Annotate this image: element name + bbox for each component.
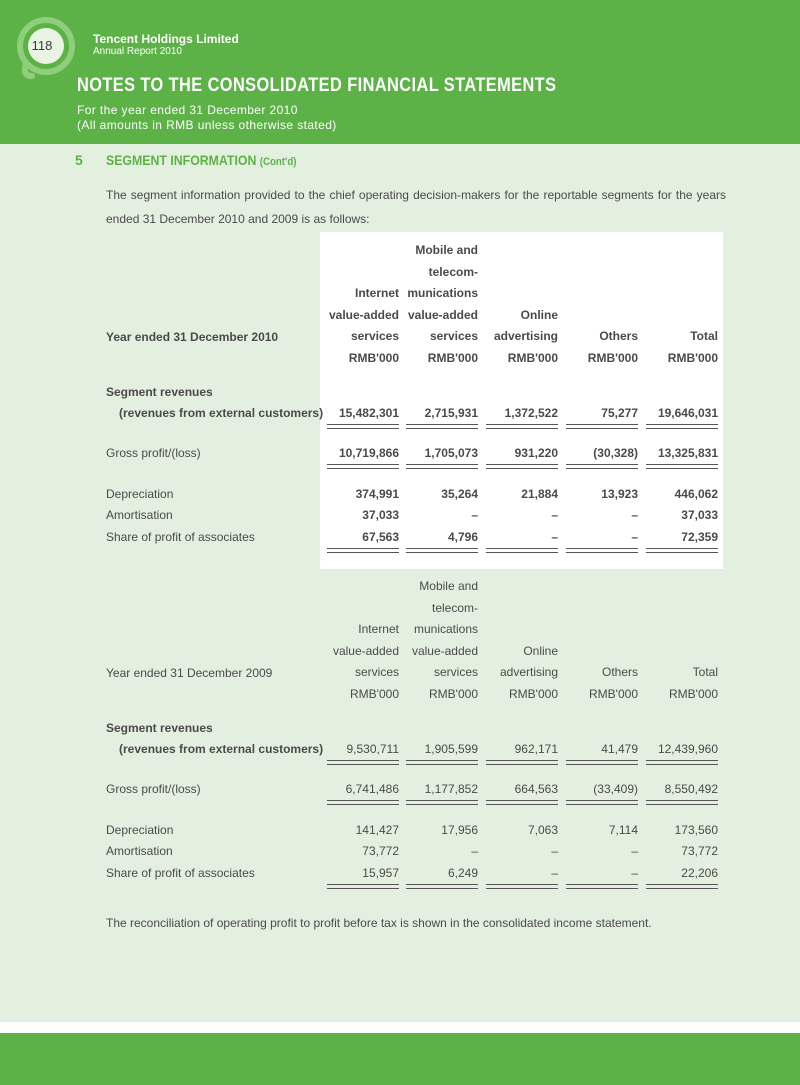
column-header-mobile: RMB'000: [429, 687, 478, 701]
amortisation-internet-value: 73,772: [362, 844, 399, 858]
double-underline: [327, 424, 399, 425]
page-number: 118: [31, 38, 53, 53]
amortisation-label: Amortisation: [106, 508, 173, 522]
gross-profit-mobile-value: 1,177,852: [424, 782, 478, 796]
associates-total-value: 72,359: [681, 530, 718, 544]
column-header-mobile: RMB'000: [427, 351, 478, 365]
double-underline: [486, 548, 558, 549]
double-underline: [327, 764, 399, 765]
section-title-text: SEGMENT INFORMATION: [106, 152, 257, 168]
column-header-mobile: telecom-: [428, 264, 478, 279]
double-underline: [486, 764, 558, 765]
column-header-total: RMB'000: [667, 351, 718, 365]
double-underline: [327, 428, 399, 429]
double-underline: [327, 468, 399, 469]
double-underline: [646, 760, 718, 761]
double-underline: [566, 884, 638, 885]
double-underline: [406, 468, 478, 469]
column-header-mobile: services: [429, 329, 478, 344]
column-header-internet: services: [354, 665, 399, 680]
section-title-suffix: (Cont'd): [259, 156, 297, 168]
column-header-internet: value-added: [328, 307, 399, 322]
double-underline: [566, 764, 638, 765]
column-header-online: Online: [523, 643, 558, 658]
double-underline: [327, 884, 399, 885]
associates-others-value: –: [631, 866, 638, 880]
revenues-internet-value: 9,530,711: [346, 742, 399, 756]
gross-profit-label: Gross profit/(loss): [106, 782, 201, 796]
double-underline: [486, 468, 558, 469]
gross-profit-internet-value: 6,741,486: [345, 782, 399, 796]
column-header-others: RMB'000: [589, 687, 638, 701]
year-label: Year ended 31 December 2010: [106, 330, 279, 344]
column-header-mobile: telecom-: [431, 600, 478, 615]
amortisation-online-value: –: [551, 508, 558, 522]
double-underline: [566, 424, 638, 425]
double-underline: [406, 888, 478, 889]
double-underline: [646, 552, 718, 553]
double-underline: [406, 464, 478, 465]
segment-revenues-label: Segment revenues: [106, 721, 213, 735]
column-header-others: Others: [599, 329, 638, 344]
column-header-online: RMB'000: [507, 351, 558, 365]
gross-profit-online-value: 664,563: [514, 782, 558, 796]
associates-online-value: –: [551, 530, 558, 544]
associates-internet-value: 67,563: [362, 530, 399, 544]
column-header-internet: RMB'000: [350, 687, 399, 701]
double-underline: [406, 884, 478, 885]
revenues-mobile-value: 1,905,599: [424, 742, 478, 756]
double-underline: [327, 888, 399, 889]
associates-internet-value: 15,957: [362, 866, 399, 880]
depreciation-others-value: 13,923: [601, 487, 638, 501]
double-underline: [486, 428, 558, 429]
double-underline: [566, 800, 638, 801]
external-revenues-label: (revenues from external customers): [119, 742, 324, 756]
double-underline: [566, 888, 638, 889]
column-header-online: advertising: [493, 329, 558, 344]
gross-profit-total-value: 8,550,492: [664, 782, 718, 796]
depreciation-mobile-value: 17,956: [441, 823, 478, 837]
double-underline: [486, 884, 558, 885]
double-underline: [566, 548, 638, 549]
double-underline: [566, 464, 638, 465]
revenues-mobile-value: 2,715,931: [424, 406, 478, 420]
double-underline: [566, 428, 638, 429]
amortisation-others-value: –: [631, 844, 638, 858]
amortisation-label: Amortisation: [106, 844, 173, 858]
amortisation-total-value: 37,033: [681, 508, 718, 522]
double-underline: [646, 884, 718, 885]
amortisation-others-value: –: [631, 508, 638, 522]
section-title: [106, 152, 296, 168]
gross-profit-total-value: 13,325,831: [657, 446, 718, 460]
amortisation-total-value: 73,772: [681, 844, 718, 858]
double-underline: [646, 468, 718, 469]
column-header-internet: Internet: [358, 622, 399, 637]
associates-others-value: –: [631, 530, 638, 544]
column-header-mobile: services: [433, 665, 478, 680]
double-underline: [406, 428, 478, 429]
double-underline: [406, 548, 478, 549]
revenues-others-value: 41,479: [601, 742, 638, 756]
associates-total-value: 22,206: [681, 866, 718, 880]
page-footer-bar: [0, 1033, 800, 1085]
revenues-total-value: 19,646,031: [657, 406, 718, 420]
segment-revenues-label: Segment revenues: [106, 385, 213, 399]
double-underline: [486, 552, 558, 553]
column-header-others: Others: [601, 665, 638, 680]
associates-label: Share of profit of associates: [106, 866, 255, 880]
associates-online-value: –: [551, 866, 558, 880]
gross-profit-others-value: (33,409): [593, 782, 638, 796]
column-header-internet: services: [350, 329, 399, 344]
double-underline: [646, 764, 718, 765]
column-header-total: RMB'000: [669, 687, 718, 701]
footer-note: The reconciliation of operating profit to profit before tax is shown in the consolidated income statement.: [106, 916, 652, 930]
amortisation-internet-value: 37,033: [362, 508, 399, 522]
page-title: NOTES TO THE CONSOLIDATED FINANCIAL STATEMENTS: [77, 75, 557, 96]
double-underline: [646, 464, 718, 465]
bottom-divider: [0, 1022, 800, 1033]
depreciation-online-value: 21,884: [521, 487, 558, 501]
depreciation-label: Depreciation: [106, 487, 174, 501]
gross-profit-others-value: (30,328): [593, 446, 638, 460]
depreciation-internet-value: 374,991: [355, 487, 399, 501]
double-underline: [646, 428, 718, 429]
gross-profit-online-value: 931,220: [514, 446, 558, 460]
double-underline: [486, 424, 558, 425]
depreciation-label: Depreciation: [106, 823, 174, 837]
year-label: Year ended 31 December 2009: [106, 666, 273, 680]
depreciation-others-value: 7,114: [608, 823, 638, 837]
column-header-online: advertising: [499, 665, 558, 680]
column-header-online: RMB'000: [509, 687, 558, 701]
double-underline: [646, 888, 718, 889]
double-underline: [566, 760, 638, 761]
revenues-online-value: 962,171: [514, 742, 558, 756]
report-name: Annual Report 2010: [93, 46, 182, 57]
double-underline: [327, 552, 399, 553]
column-header-online: Online: [520, 307, 558, 322]
amortisation-online-value: –: [551, 844, 558, 858]
double-underline: [486, 464, 558, 465]
revenues-internet-value: 15,482,301: [338, 406, 399, 420]
double-underline: [486, 888, 558, 889]
revenues-total-value: 12,439,960: [657, 742, 718, 756]
double-underline: [327, 800, 399, 801]
column-header-total: Total: [690, 329, 718, 344]
section-intro: The segment information provided to the chief operating decision-makers for the reportable segments for the years ended 31 December 2010 and 2009 is as follows:: [106, 188, 726, 226]
double-underline: [406, 424, 478, 425]
double-underline: [327, 760, 399, 761]
column-header-mobile: Mobile and: [419, 579, 478, 593]
double-underline: [406, 760, 478, 761]
depreciation-internet-value: 141,427: [355, 823, 399, 837]
column-header-mobile: value-added: [407, 307, 478, 322]
depreciation-mobile-value: 35,264: [441, 487, 478, 501]
double-underline: [646, 424, 718, 425]
revenues-others-value: 75,277: [601, 406, 638, 420]
double-underline: [486, 800, 558, 801]
double-underline: [406, 552, 478, 553]
page-header: [0, 0, 800, 144]
amortisation-mobile-value: –: [471, 508, 478, 522]
double-underline: [486, 804, 558, 805]
external-revenues-label: (revenues from external customers): [119, 406, 324, 420]
depreciation-total-value: 446,062: [674, 487, 718, 501]
amortisation-mobile-value: –: [471, 844, 478, 858]
column-header-internet: Internet: [354, 286, 399, 301]
double-underline: [327, 804, 399, 805]
associates-label: Share of profit of associates: [106, 530, 255, 544]
gross-profit-mobile-value: 1,705,073: [424, 446, 478, 460]
page-subtitle-currency: (All amounts in RMB unless otherwise stated): [77, 118, 337, 132]
associates-mobile-value: 4,796: [447, 530, 478, 544]
column-header-others: RMB'000: [587, 351, 638, 365]
column-header-mobile: munications: [407, 286, 478, 301]
company-name: Tencent Holdings Limited: [93, 32, 239, 46]
gross-profit-internet-value: 10,719,866: [338, 446, 399, 460]
double-underline: [486, 760, 558, 761]
column-header-mobile: value-added: [411, 643, 478, 658]
double-underline: [566, 552, 638, 553]
gross-profit-label: Gross profit/(loss): [106, 446, 201, 460]
column-header-total: Total: [692, 665, 718, 680]
double-underline: [327, 548, 399, 549]
double-underline: [327, 464, 399, 465]
column-header-internet: value-added: [332, 643, 399, 658]
section-number: 5: [75, 152, 83, 168]
double-underline: [646, 800, 718, 801]
double-underline: [566, 468, 638, 469]
associates-mobile-value: 6,249: [447, 866, 478, 880]
revenues-online-value: 1,372,522: [504, 406, 558, 420]
double-underline: [566, 804, 638, 805]
double-underline: [406, 800, 478, 801]
column-header-mobile: Mobile and: [415, 243, 478, 257]
double-underline: [406, 804, 478, 805]
page-subtitle-period: For the year ended 31 December 2010: [77, 103, 298, 117]
double-underline: [646, 804, 718, 805]
depreciation-online-value: 7,063: [527, 823, 558, 837]
double-underline: [646, 548, 718, 549]
depreciation-total-value: 173,560: [674, 823, 718, 837]
column-header-internet: RMB'000: [348, 351, 399, 365]
column-header-mobile: munications: [413, 622, 478, 637]
double-underline: [406, 764, 478, 765]
